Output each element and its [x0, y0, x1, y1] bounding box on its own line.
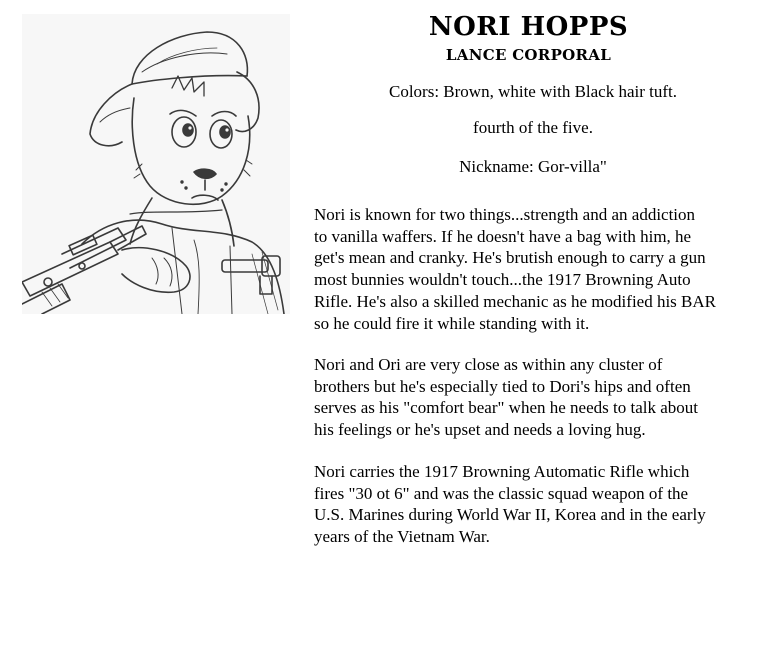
character-rank: LANCE CORPORAL [445, 46, 612, 64]
character-name: NORI HOPPS [428, 12, 629, 42]
bio-paragraph-weapon: Nori carries the 1917 Browning Automatic Rifle which fires "30 ot 6" and was the classic squad weapon of the U.S. Marines during World War II, Korea and in the early years of the Vietnam War. [314, 462, 706, 547]
colors-line: Colors: Brown, white with Black hair tuft. [388, 82, 678, 101]
bunny-soldier-icon [22, 14, 290, 314]
bio-paragraph-brothers: Nori and Ori are very close as within any cluster of brothers but he's especially tied to Dori's hips and often serves as his "comfort bear" when he needs to talk about his feelings or he's upset and needs a loving hug. [314, 355, 698, 440]
character-sketch [22, 14, 290, 314]
birth-order-line: fourth of the five. [473, 118, 593, 137]
bio-paragraph-strength: Nori is known for two things...strength and an addiction to vanilla waffers. If he doesn't have a bag with him, he get's mean and cranky. He's brutish enough to carry a gun most bunnies wouldn't touch...the 1917 Browning Auto Rifle. He's also a skilled mechanic as he modified his BAR so he could fire it while standing with it. [314, 205, 717, 333]
nickname-line: Nickname: Gor-villa" [459, 157, 607, 176]
